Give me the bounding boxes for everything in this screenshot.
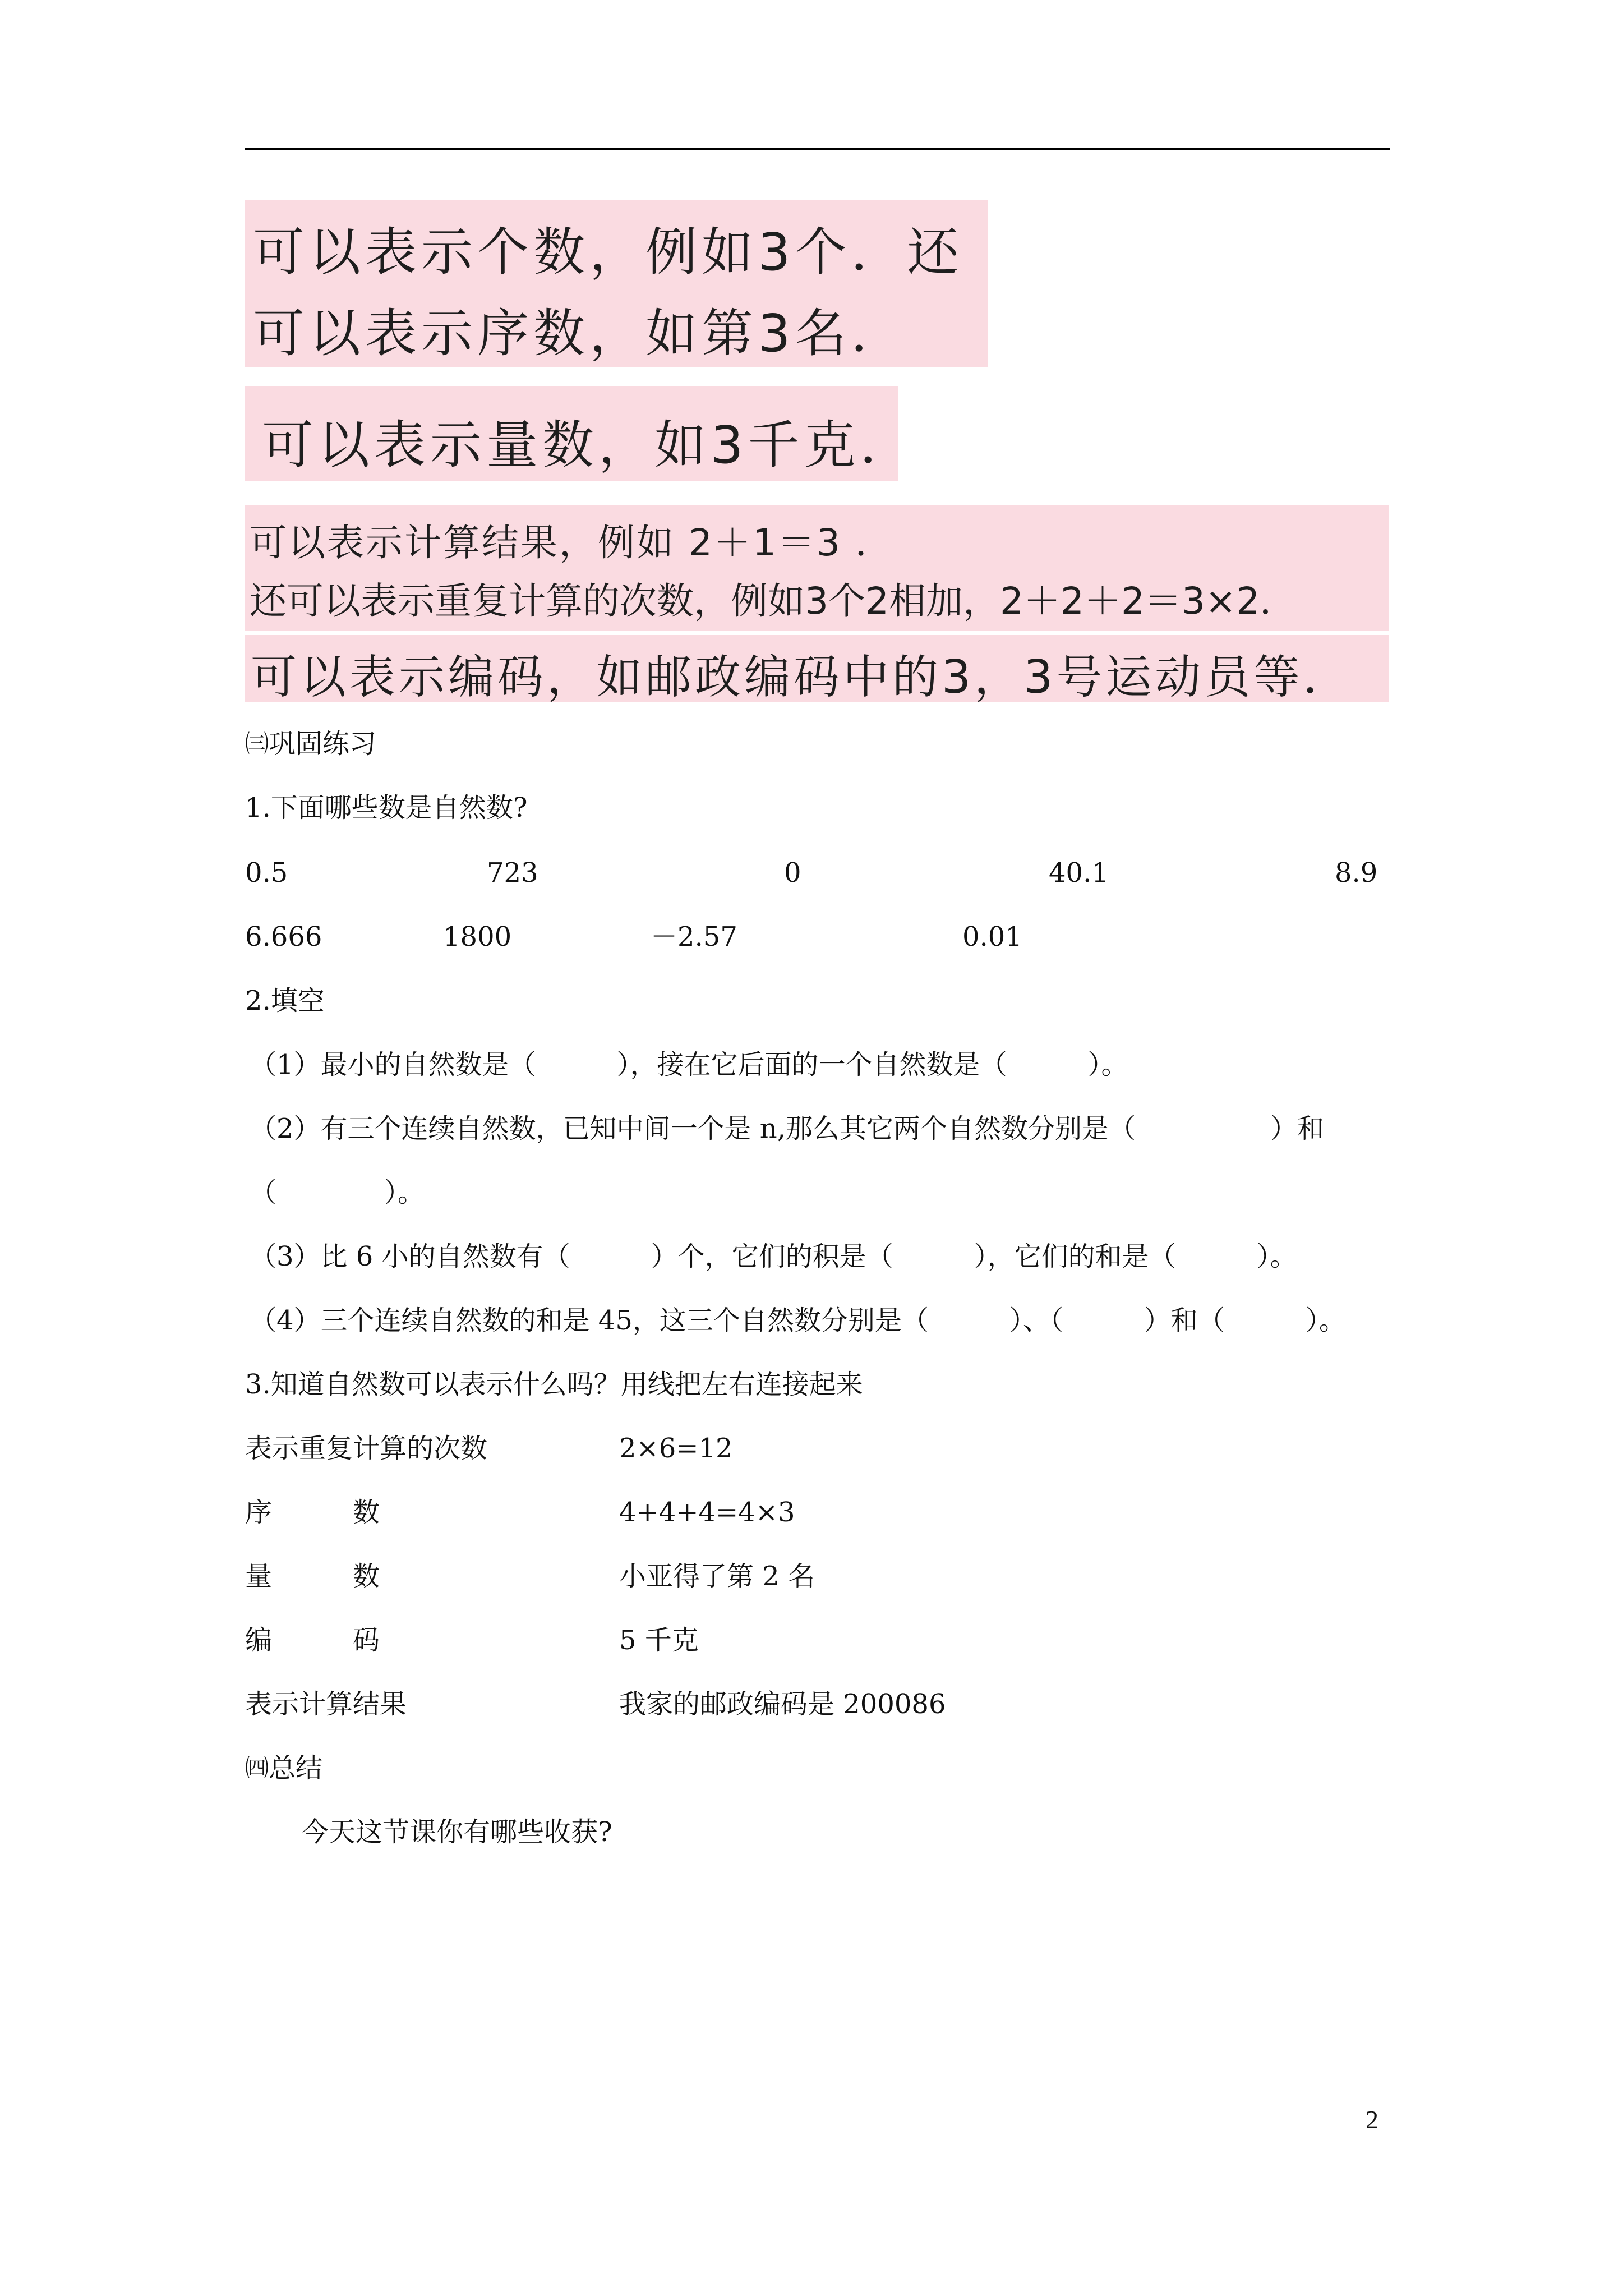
summary-question: 今天这节课你有哪些收获?: [302, 1816, 612, 1848]
match-left-item: 编 码: [245, 1625, 380, 1656]
question-1-title: 1.下面哪些数是自然数?: [245, 792, 528, 823]
number-item: 723: [487, 857, 538, 889]
fill-blank-item-3: （3）比 6 小的自然数有（ ）个，它们的积是（ ），它们的和是（ ）。: [250, 1241, 1297, 1272]
number-item: 40.1: [1049, 857, 1109, 889]
section-marker: ㈣: [245, 1754, 269, 1782]
match-right-item: 5 千克: [619, 1625, 699, 1656]
question-3-title: 3.知道自然数可以表示什么吗？用线把左右连接起来: [245, 1369, 863, 1400]
match-left-item: 序 数: [245, 1497, 380, 1528]
fill-blank-item-1: （1）最小的自然数是（ ），接在它后面的一个自然数是（ ）。: [250, 1049, 1128, 1080]
question-2-title: 2.填空: [245, 985, 325, 1016]
section-title: 巩固练习: [269, 728, 377, 760]
section-heading-practice: [245, 727, 376, 761]
textbook-excerpt-quantity: [245, 386, 916, 481]
fill-blank-item-2: （2）有三个连续自然数，已知中间一个是 n,那么其它两个自然数分别是（ ）和: [250, 1113, 1324, 1144]
match-right-item: 我家的邮政编码是 200086: [619, 1688, 946, 1720]
number-item: 6.666: [245, 921, 322, 953]
excerpt-line: 可以表示计算结果，例如 2＋1＝3 ．: [250, 521, 894, 564]
number-item: －2.57: [651, 921, 737, 953]
excerpt-line: 可以表示量数，如3千克．: [262, 415, 916, 475]
number-item: 0: [784, 857, 801, 889]
page-number: 2: [1366, 2105, 1378, 2134]
section-marker: ㈢: [245, 730, 269, 757]
excerpt-line: 可以表示序数，如第3名．: [253, 303, 907, 364]
match-left-item: 量 数: [245, 1561, 380, 1592]
fill-blank-item-4: （4）三个连续自然数的和是 45，这三个自然数分别是（ ）、（ ）和（ ）。: [250, 1305, 1346, 1336]
header-rule: [245, 148, 1390, 150]
section-title: 总结: [269, 1752, 323, 1784]
textbook-excerpt-code: [245, 635, 1389, 702]
match-right-item: 2×6=12: [619, 1433, 733, 1464]
textbook-excerpt-calculation: [245, 505, 1389, 631]
fill-blank-item-2-cont: （ ）。: [250, 1177, 425, 1208]
match-left-item: 表示重复计算的次数: [245, 1433, 488, 1464]
excerpt-line: 可以表示个数，例如3个．还: [253, 222, 963, 282]
match-right-item: 小亚得了第 2 名: [619, 1561, 815, 1592]
number-item: 1800: [443, 921, 512, 953]
number-item: 0.5: [245, 857, 288, 889]
excerpt-line: 还可以表示重复计算的次数，例如3个2相加，2＋2＋2＝3×2．: [250, 579, 1297, 623]
number-item: 8.9: [1335, 857, 1378, 889]
match-left-item: 表示计算结果: [245, 1688, 407, 1720]
section-heading-summary: [245, 1751, 322, 1785]
match-right-item: 4+4+4=4×3: [619, 1497, 795, 1528]
textbook-excerpt-count-ordinal: [245, 200, 988, 367]
number-item: 0.01: [962, 921, 1022, 953]
excerpt-line: 可以表示编码，如邮政编码中的3，3号运动员等．: [251, 651, 1353, 704]
